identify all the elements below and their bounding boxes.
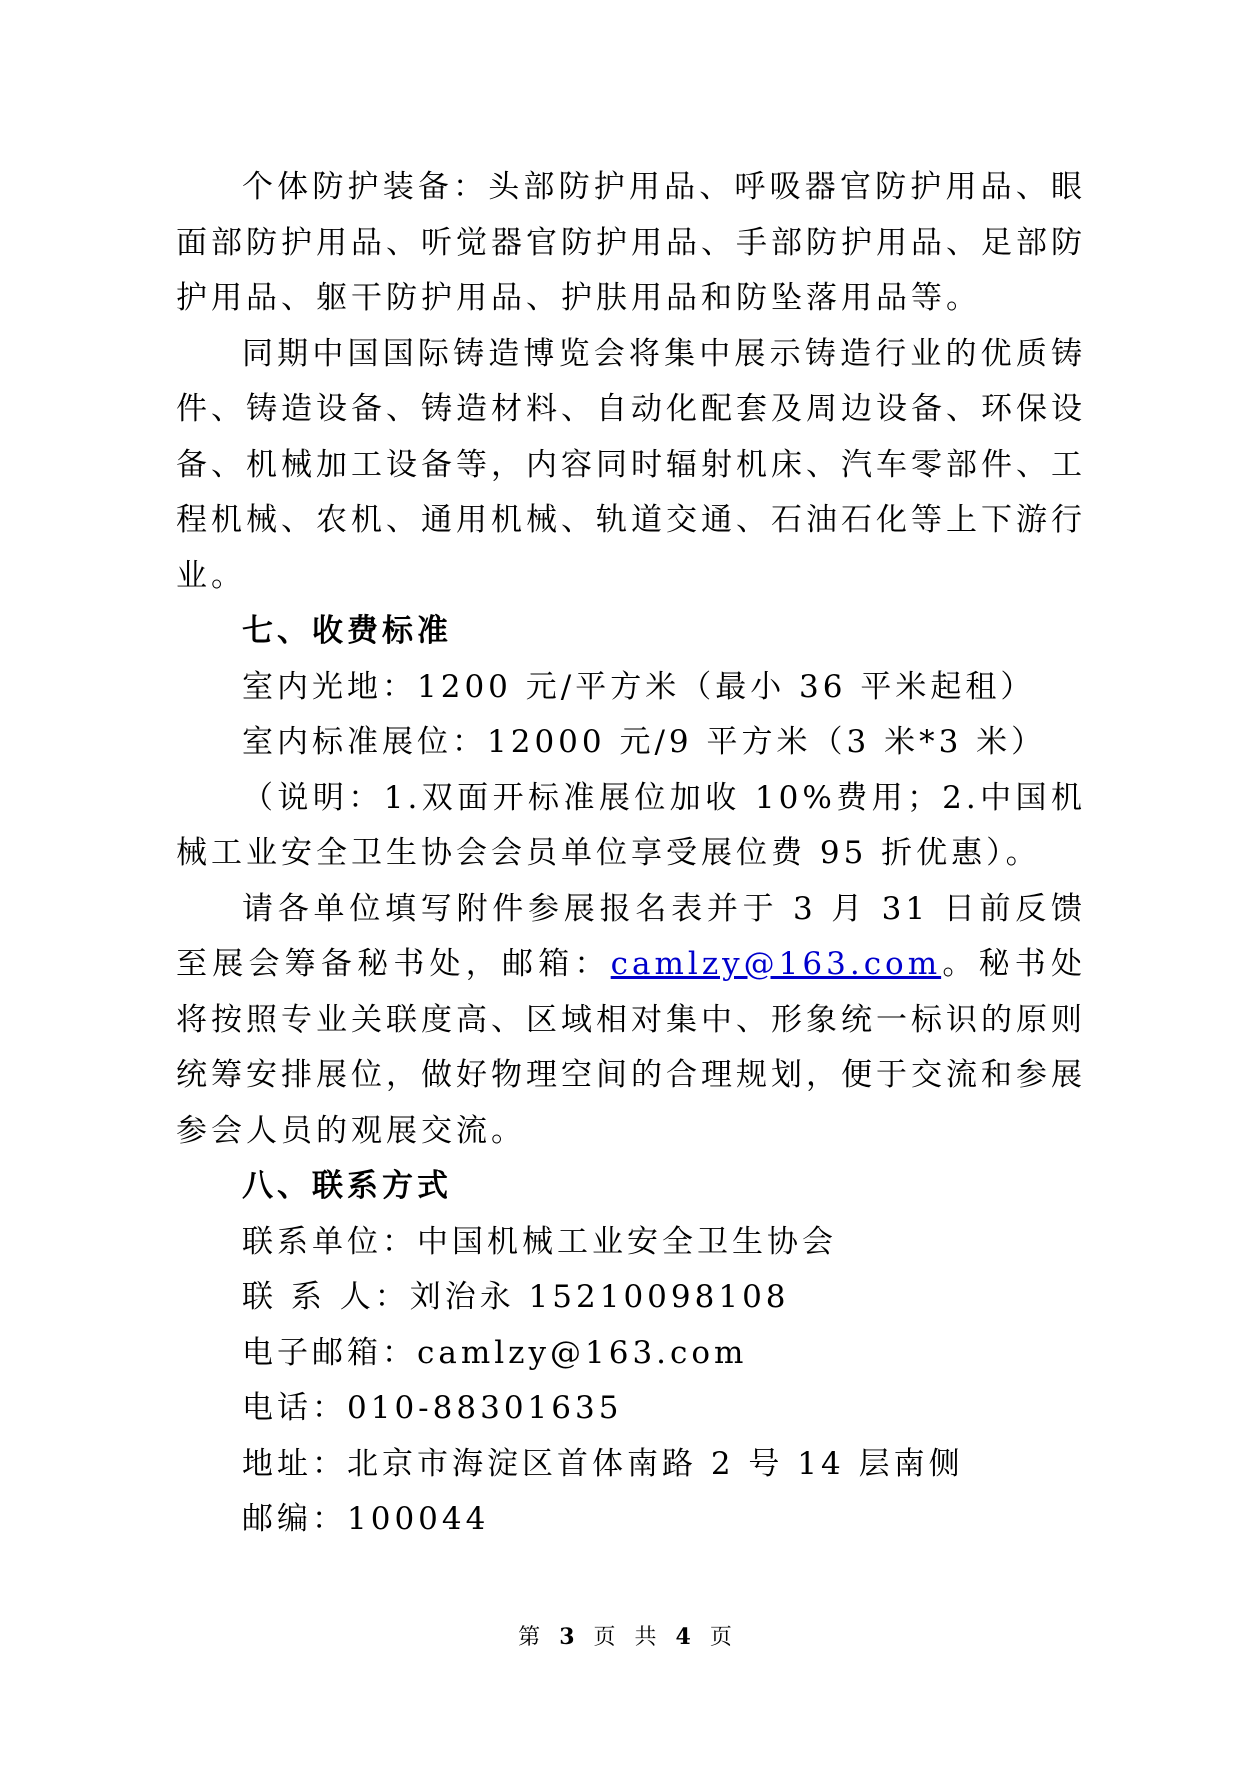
page-footer <box>0 1620 1256 1651</box>
contact-address: 地址：北京市海淀区首体南路 2 号 14 层南侧 <box>242 1445 964 1482</box>
footer-page-number: 3 <box>559 1624 581 1650</box>
fee-raw-space: 室内光地：1200 元/平方米（最小 36 平米起租） <box>242 668 1036 705</box>
contact-phone: 电话：010-88301635 <box>242 1390 623 1426</box>
paragraph-registration <box>176 882 1086 1160</box>
footer-middle: 页 共 <box>593 1625 663 1650</box>
contact-email: 电子邮箱：camlzy@163.com <box>242 1334 748 1371</box>
email-link[interactable]: camlzy@163.com <box>610 946 942 982</box>
footer-prefix: 第 <box>518 1625 547 1650</box>
footer-suffix: 页 <box>709 1625 738 1650</box>
contact-unit: 联系单位：中国机械工业安全卫生协会 <box>242 1223 837 1260</box>
section-heading-fees: 七、收费标准 <box>242 613 452 649</box>
section-heading-contact: 八、联系方式 <box>242 1168 452 1204</box>
contact-person: 联 系 人：刘治永 15210098108 <box>242 1279 790 1315</box>
footer-total-pages: 4 <box>675 1624 697 1650</box>
registration-text-after: 。秘书处将按照专业关联度高、区域相对集中、形象统一标识的原则统筹安排展位，做好物理空间的合理规划，便于交流和参展参会人员的观展交流。 <box>176 946 1087 1149</box>
paragraph-foundry-expo: 同期中国国际铸造博览会将集中展示铸造行业的优质铸件、铸造设备、铸造材料、自动化配套及周边设备、环保设备、机械加工设备等，内容同时辐射机床、汽车零部件、工程机械、农机、通用机械、轨道交通、石油石化等上下游行业。 <box>176 335 1086 594</box>
contact-postcode: 邮编：100044 <box>242 1501 490 1537</box>
paragraph-ppe: 个体防护装备：头部防护用品、呼吸器官防护用品、眼面部防护用品、听觉器官防护用品、手部防护用品、足部防护用品、躯干防护用品、护肤用品和防坠落用品等。 <box>176 169 1086 316</box>
registration-text-before: 请各单位填写附件参展报名表并于 3 月 31 日前反馈至展会筹备秘书处，邮箱： <box>176 890 1086 982</box>
fee-note: （说明：1.双面开标准展位加收 10%费用；2.中国机械工业安全卫生协会会员单位享受展位费 95 折优惠）。 <box>176 779 1086 871</box>
fee-standard-booth: 室内标准展位：12000 元/9 平方米（3 米*3 米） <box>242 724 1047 760</box>
document-body <box>176 160 1086 1548</box>
